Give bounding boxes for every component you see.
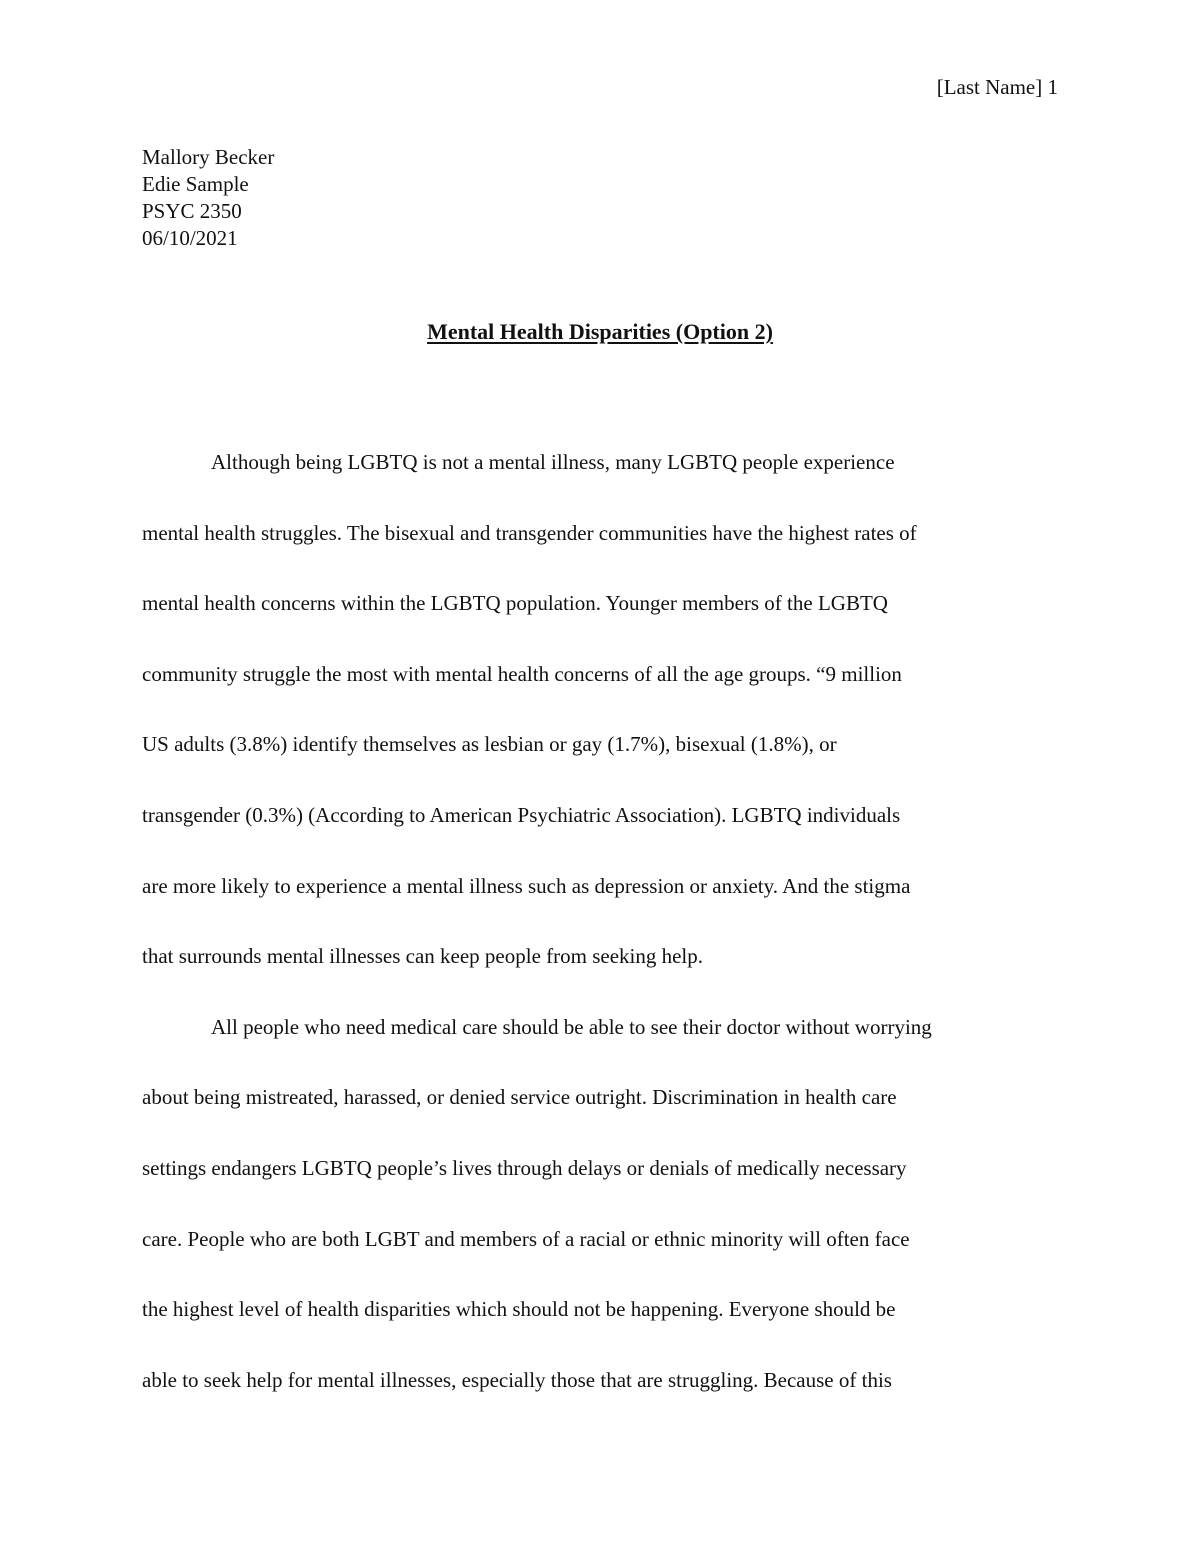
paragraph-2-line-2: about being mistreated, harassed, or denied service outright. Discrimination in health care [142, 1085, 897, 1110]
paragraph-2-line-6: able to seek help for mental illnesses, especially those that are struggling. Because of this [142, 1367, 892, 1392]
course-code: PSYC 2350 [142, 199, 242, 223]
student-name: Mallory Becker [142, 145, 275, 169]
paragraph-1-line-2: mental health struggles. The bisexual and transgender communities have the highest rates of [142, 520, 917, 545]
running-head: [Last Name] 1 [936, 75, 1058, 99]
paragraph-1-line-5: US adults (3.8%) identify themselves as lesbian or gay (1.7%), bisexual (1.8%), or [142, 732, 837, 757]
paragraph-1-line-8: that surrounds mental illnesses can keep people from seeking help. [142, 944, 704, 969]
body-text [142, 447, 1058, 1435]
submission-date: 06/10/2021 [142, 226, 238, 250]
paragraph-1-line-4: community struggle the most with mental health concerns of all the age groups. “9 million [142, 661, 902, 686]
instructor-name: Edie Sample [142, 172, 249, 196]
mla-heading [142, 144, 274, 252]
paragraph-2-line-4: care. People who are both LGBT and members of a racial or ethnic minority will often face [142, 1226, 910, 1251]
paragraph-1-line-3: mental health concerns within the LGBTQ population. Younger members of the LGBTQ [142, 591, 888, 616]
paragraph-1-line-7: are more likely to experience a mental illness such as depression or anxiety. And the stigma [142, 873, 911, 898]
paper-title: Mental Health Disparities (Option 2) [427, 319, 773, 344]
paragraph-2-line-3: settings endangers LGBTQ people’s lives through delays or denials of medically necessary [142, 1155, 907, 1180]
paragraph-1-line-6: transgender (0.3%) (According to American Psychiatric Association). LGBTQ individuals [142, 802, 901, 827]
paragraph-2-line-1: All people who need medical care should be able to see their doctor without worrying [211, 1014, 932, 1039]
paragraph-2-line-5: the highest level of health disparities which should not be happening. Everyone should be [142, 1297, 896, 1322]
paragraph-1-line-1: Although being LGBTQ is not a mental illness, many LGBTQ people experience [211, 450, 895, 474]
